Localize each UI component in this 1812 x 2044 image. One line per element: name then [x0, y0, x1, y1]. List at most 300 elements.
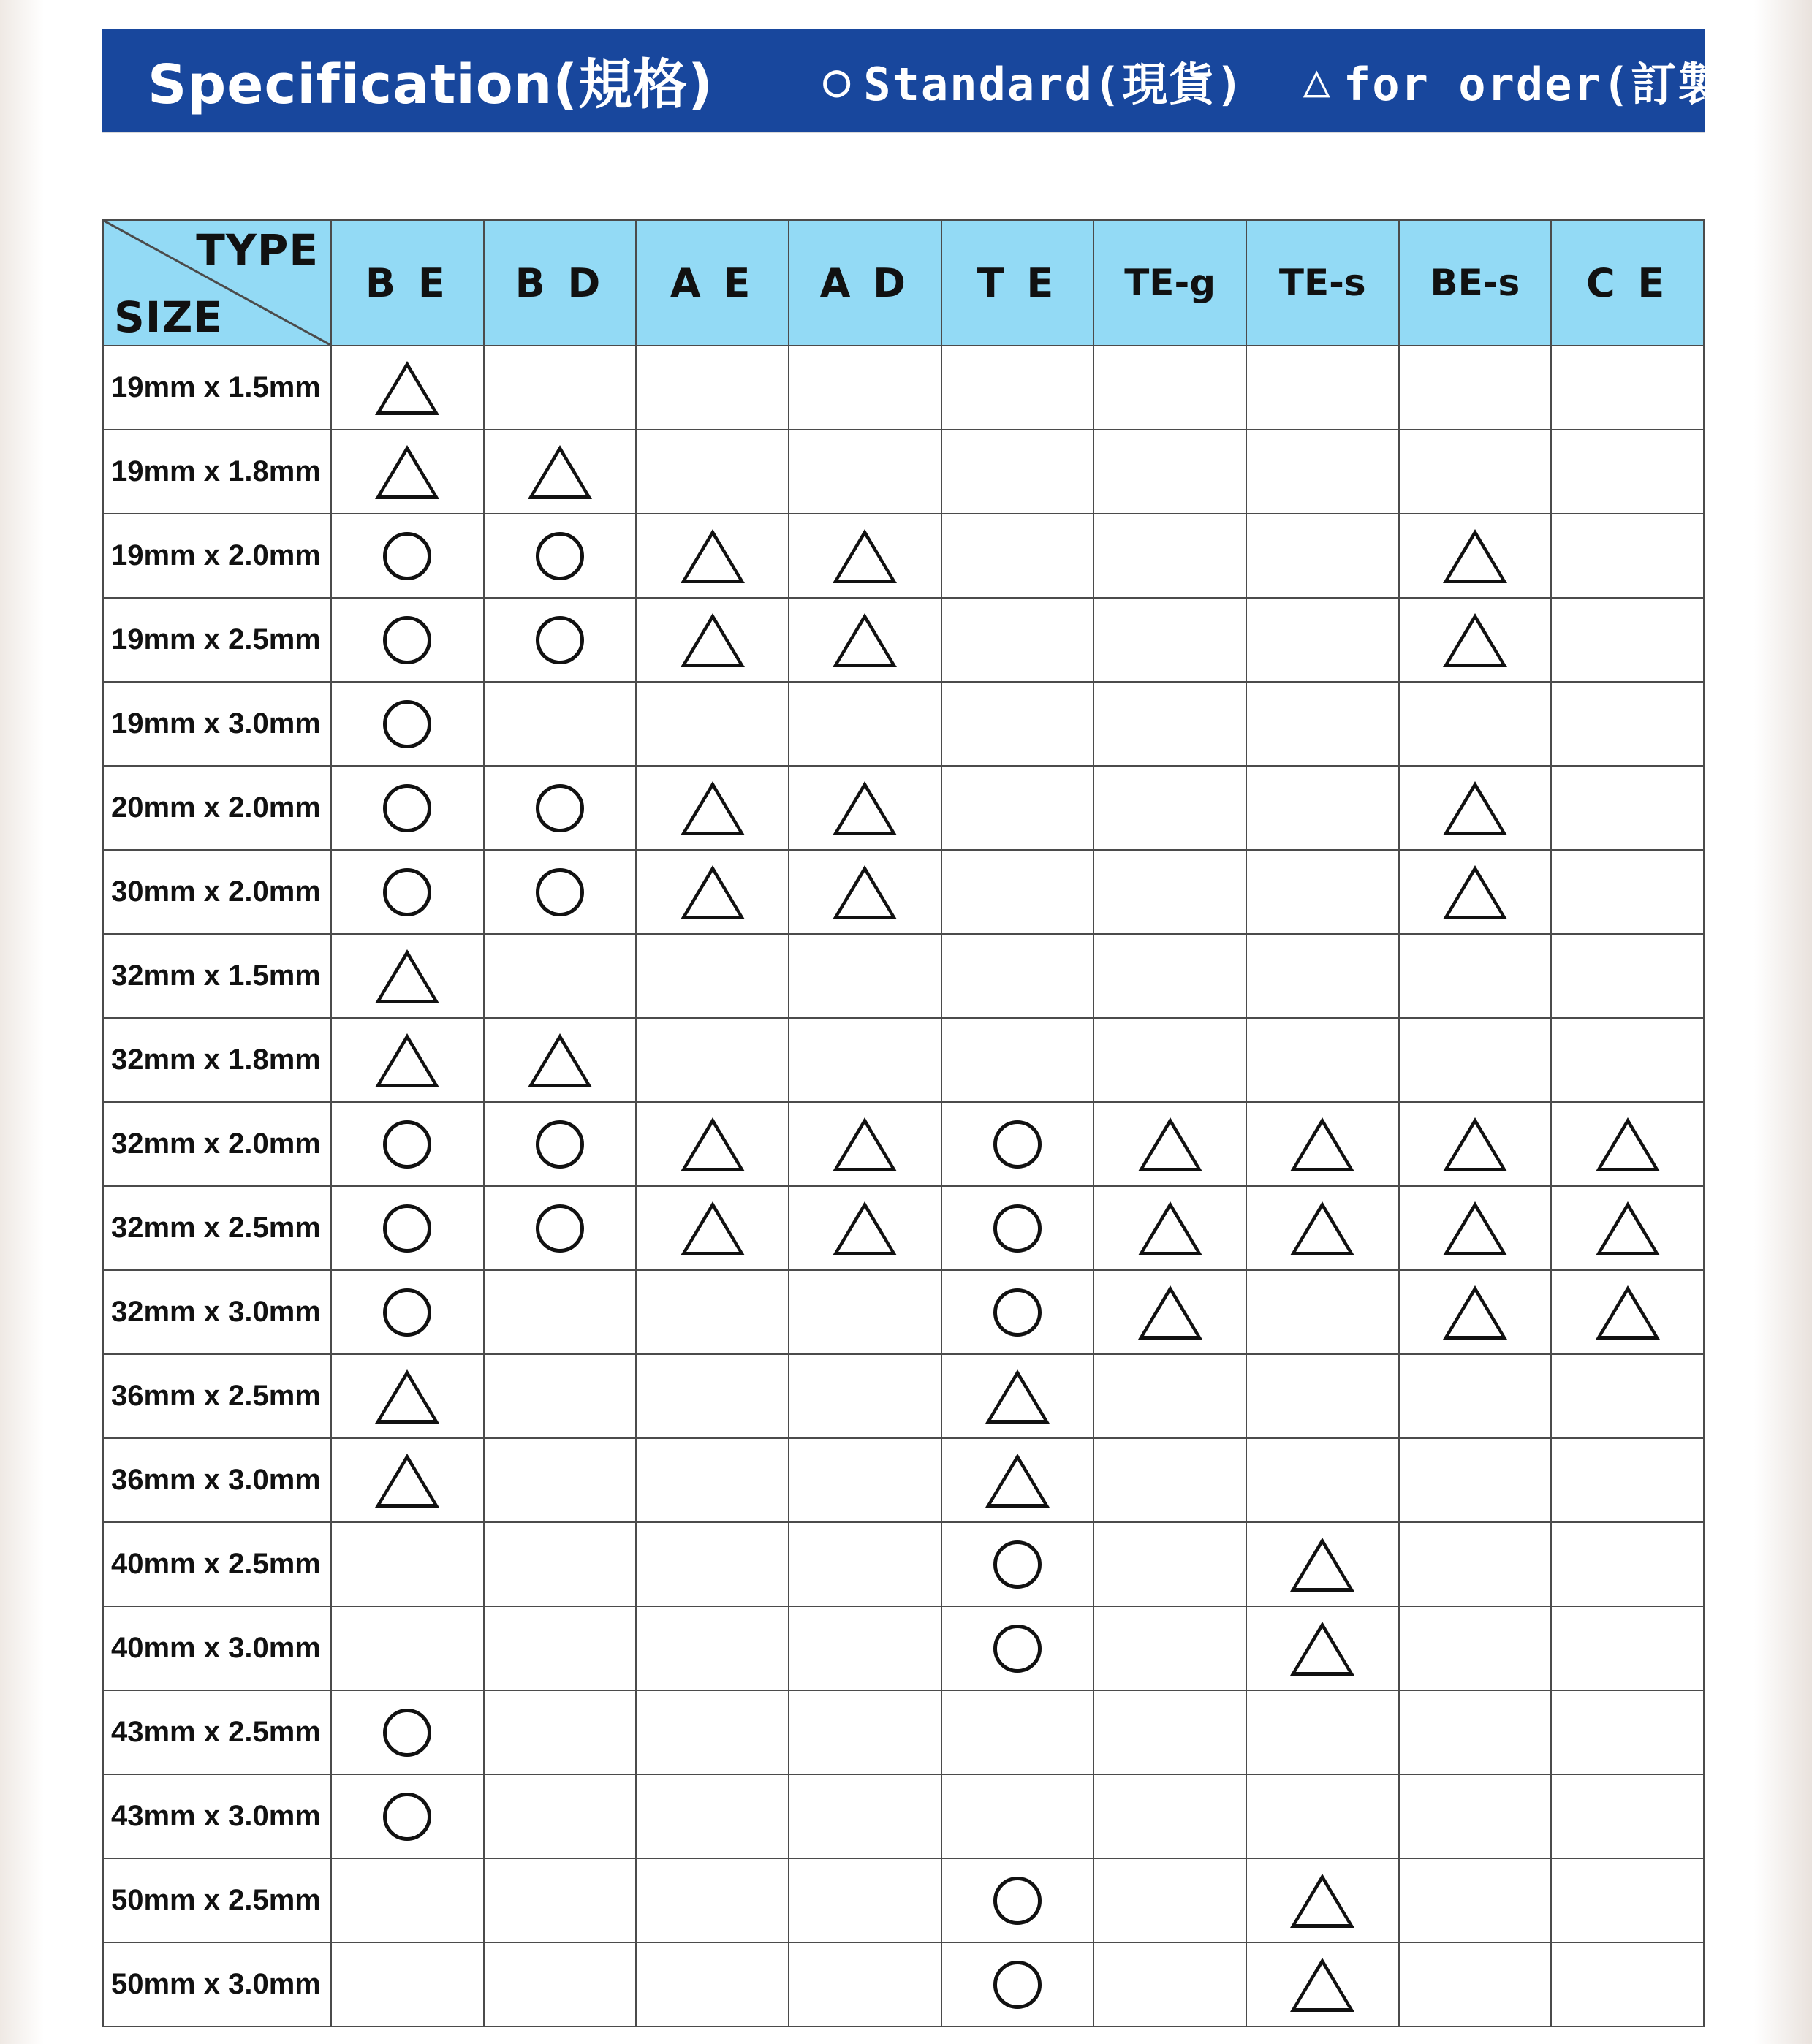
- table-row: [103, 1858, 1704, 1942]
- legend-item-standard: [823, 48, 1245, 113]
- spec-cell: [1399, 934, 1552, 1018]
- spec-cell: [636, 682, 789, 766]
- spec-cell: [331, 1438, 484, 1522]
- spec-cell-content: [789, 599, 941, 681]
- spec-cell: [1551, 598, 1704, 682]
- triangle-icon: [1138, 1201, 1202, 1255]
- spec-cell-content: [1094, 1103, 1246, 1185]
- spec-cell-content: [485, 1439, 636, 1521]
- circle-icon: [536, 1120, 584, 1169]
- spec-cell-content: [1247, 1019, 1398, 1101]
- spec-cell: [1551, 430, 1704, 514]
- spec-cell: [789, 1942, 941, 2026]
- spec-cell-content: [485, 1103, 636, 1185]
- spec-cell: [1399, 1102, 1552, 1186]
- spec-cell-content: [789, 1607, 941, 1690]
- spec-cell: [484, 346, 637, 430]
- spec-cell-content: [332, 767, 483, 849]
- spec-cell: [1399, 1186, 1552, 1270]
- spec-cell: [1246, 1606, 1399, 1690]
- spec-cell: [789, 1102, 941, 1186]
- spec-cell: [1399, 1354, 1552, 1438]
- spec-cell: [331, 1690, 484, 1774]
- spec-cell-content: [332, 1523, 483, 1606]
- spec-cell-content: [1552, 1943, 1703, 2026]
- spec-cell-content: [942, 346, 1093, 429]
- triangle-icon: [1290, 1117, 1354, 1171]
- spec-cell-content: [1552, 1019, 1703, 1101]
- circle-icon: [383, 1709, 431, 1757]
- spec-cell: [789, 1858, 941, 1942]
- spec-cell: [1093, 346, 1246, 430]
- size-label-cell: 19mm x 1.8mm: [103, 430, 331, 514]
- spec-cell-content: [1247, 1607, 1398, 1690]
- spec-cell: [484, 1438, 637, 1522]
- spec-cell: [636, 1522, 789, 1606]
- spec-cell: [789, 766, 941, 850]
- spec-cell-content: [1247, 1523, 1398, 1606]
- spec-cell: [636, 1354, 789, 1438]
- triangle-icon: [833, 613, 897, 667]
- table-row: [103, 1354, 1704, 1438]
- corner-size-label: SIZE: [114, 292, 224, 342]
- spec-cell-content: [1094, 1775, 1246, 1858]
- spec-cell-content: [789, 430, 941, 513]
- spec-cell-content: [1247, 1691, 1398, 1774]
- spec-cell-content: [332, 935, 483, 1017]
- table-row: [103, 1186, 1704, 1270]
- spec-cell-content: [1552, 599, 1703, 681]
- spec-cell: [636, 1606, 789, 1690]
- spec-cell-content: [1247, 683, 1398, 765]
- triangle-icon: [375, 1454, 439, 1508]
- spec-cell: [636, 1858, 789, 1942]
- spec-cell: [941, 1438, 1094, 1522]
- spec-cell-content: [637, 683, 788, 765]
- triangle-icon: [985, 1454, 1050, 1508]
- spec-cell-content: [332, 1187, 483, 1269]
- spec-cell-content: [942, 1271, 1093, 1353]
- spec-cell: [636, 850, 789, 934]
- spec-cell: [1551, 682, 1704, 766]
- spec-cell-content: [942, 1607, 1093, 1690]
- circle-icon: [993, 1288, 1042, 1337]
- spec-cell-content: [1400, 346, 1551, 429]
- spec-cell-content: [637, 1355, 788, 1437]
- spec-cell-content: [332, 851, 483, 933]
- spec-cell: [1093, 1942, 1246, 2026]
- spec-cell: [1093, 1438, 1246, 1522]
- spec-cell-content: [1400, 935, 1551, 1017]
- spec-cell: [1093, 1522, 1246, 1606]
- spec-cell: [1399, 1942, 1552, 2026]
- spec-cell-content: [789, 935, 941, 1017]
- spec-cell: [789, 1354, 941, 1438]
- spec-cell: [789, 1018, 941, 1102]
- spec-cell-content: [789, 1691, 941, 1774]
- table-row: [103, 934, 1704, 1018]
- table-row: [103, 850, 1704, 934]
- spec-cell: [331, 514, 484, 598]
- triangle-icon: [681, 613, 745, 667]
- spec-cell-content: [332, 1775, 483, 1858]
- spec-cell-content: [1247, 514, 1398, 597]
- triangle-icon: [1290, 1874, 1354, 1928]
- spec-cell: [484, 1522, 637, 1606]
- spec-cell: [1093, 1186, 1246, 1270]
- triangle-icon: [1443, 613, 1507, 667]
- circle-icon: ○: [822, 53, 852, 107]
- spec-cell-content: [1094, 1271, 1246, 1353]
- spec-cell: [1399, 1858, 1552, 1942]
- spec-cell: [636, 1774, 789, 1858]
- specification-banner: [102, 29, 1754, 132]
- table-row: [103, 1438, 1704, 1522]
- spec-cell-content: [637, 1187, 788, 1269]
- spec-cell: [484, 1102, 637, 1186]
- spec-cell-content: [332, 599, 483, 681]
- spec-cell-content: [1247, 1439, 1398, 1521]
- triangle-icon: [1290, 1622, 1354, 1676]
- spec-cell: [941, 1858, 1094, 1942]
- spec-cell-content: [1400, 1943, 1551, 2026]
- spec-cell: [331, 1018, 484, 1102]
- triangle-icon: [681, 1201, 745, 1255]
- spec-cell-content: [637, 514, 788, 597]
- spec-cell: [1246, 766, 1399, 850]
- column-header-ce: C E: [1551, 220, 1704, 346]
- spec-cell: [636, 1942, 789, 2026]
- spec-cell-content: [637, 599, 788, 681]
- spec-cell-content: [1552, 1271, 1703, 1353]
- spec-cell-content: [1400, 430, 1551, 513]
- spec-cell-content: [332, 1943, 483, 2026]
- triangle-icon: [375, 361, 439, 415]
- spec-cell: [941, 598, 1094, 682]
- spec-cell-content: [1552, 767, 1703, 849]
- spec-cell-content: [637, 1859, 788, 1942]
- spec-cell-content: [485, 1691, 636, 1774]
- spec-cell: [331, 1270, 484, 1354]
- table-row: [103, 682, 1704, 766]
- spec-cell: [789, 430, 941, 514]
- triangle-icon: [1596, 1117, 1660, 1171]
- spec-cell-content: [485, 1019, 636, 1101]
- spec-cell-content: [1094, 599, 1246, 681]
- spec-cell-content: [332, 514, 483, 597]
- size-label-cell: 32mm x 2.0mm: [103, 1102, 331, 1186]
- spec-cell-content: [1094, 1607, 1246, 1690]
- spec-cell: [331, 766, 484, 850]
- spec-cell-content: [637, 851, 788, 933]
- spec-cell: [484, 1690, 637, 1774]
- spec-cell-content: [789, 1439, 941, 1521]
- spec-cell: [331, 1102, 484, 1186]
- spec-cell: [941, 1606, 1094, 1690]
- spec-cell-content: [1552, 1607, 1703, 1690]
- spec-cell-content: [332, 1271, 483, 1353]
- spec-cell-content: [1247, 1271, 1398, 1353]
- spec-cell-content: [942, 935, 1093, 1017]
- circle-icon: [536, 1204, 584, 1253]
- spec-cell-content: [637, 1943, 788, 2026]
- banner-title: Specification(規格): [148, 53, 713, 116]
- spec-cell-content: [1552, 683, 1703, 765]
- spec-cell: [1093, 514, 1246, 598]
- spec-cell-content: [637, 1439, 788, 1521]
- spec-cell: [789, 1438, 941, 1522]
- spec-cell-content: [1247, 1103, 1398, 1185]
- spec-cell: [1551, 1690, 1704, 1774]
- spec-cell: [941, 1774, 1094, 1858]
- spec-cell: [941, 514, 1094, 598]
- spec-cell: [484, 1858, 637, 1942]
- spec-cell-content: [1247, 430, 1398, 513]
- spec-cell: [1093, 850, 1246, 934]
- spec-cell: [941, 682, 1094, 766]
- triangle-icon: [833, 865, 897, 919]
- legend-label-standard: Standard(現貨): [863, 57, 1245, 111]
- spec-cell-content: [1400, 1019, 1551, 1101]
- spec-cell: [1551, 1354, 1704, 1438]
- spec-cell: [636, 1270, 789, 1354]
- spec-cell-content: [789, 767, 941, 849]
- spec-cell: [484, 1018, 637, 1102]
- spec-cell: [789, 1606, 941, 1690]
- spec-cell: [789, 346, 941, 430]
- spec-cell: [1551, 1186, 1704, 1270]
- spec-cell: [1246, 1438, 1399, 1522]
- spec-cell-content: [789, 514, 941, 597]
- spec-cell: [636, 1018, 789, 1102]
- spec-cell: [1093, 1018, 1246, 1102]
- spec-cell: [941, 1018, 1094, 1102]
- spec-cell-content: [485, 683, 636, 765]
- spec-cell: [1551, 766, 1704, 850]
- spec-cell: [1246, 430, 1399, 514]
- spec-cell-content: [1247, 346, 1398, 429]
- spec-cell-content: [1247, 1355, 1398, 1437]
- triangle-icon: [1443, 1117, 1507, 1171]
- spec-cell-content: [1400, 683, 1551, 765]
- spec-cell: [331, 1942, 484, 2026]
- triangle-icon: [1290, 1538, 1354, 1592]
- spec-cell-content: [1094, 430, 1246, 513]
- spec-cell: [636, 1690, 789, 1774]
- spec-cell: [1093, 430, 1246, 514]
- triangle-icon: [375, 1033, 439, 1087]
- table-row: [103, 1270, 1704, 1354]
- spec-cell: [636, 934, 789, 1018]
- triangle-icon: [1443, 781, 1507, 835]
- circle-icon: [536, 616, 584, 664]
- spec-cell-content: [942, 683, 1093, 765]
- spec-cell: [1399, 1018, 1552, 1102]
- spec-cell-content: [637, 346, 788, 429]
- spec-cell: [941, 1186, 1094, 1270]
- spec-cell: [1551, 1606, 1704, 1690]
- spec-cell-content: [1552, 851, 1703, 933]
- spec-cell-content: [1094, 1691, 1246, 1774]
- spec-cell: [1246, 1690, 1399, 1774]
- spec-cell-content: [1094, 1943, 1246, 2026]
- spec-cell: [789, 1522, 941, 1606]
- spec-cell-content: [1552, 1439, 1703, 1521]
- spec-cell: [789, 598, 941, 682]
- spec-cell-content: [1552, 1355, 1703, 1437]
- spec-cell: [789, 1186, 941, 1270]
- triangle-icon: [833, 1201, 897, 1255]
- spec-cell: [1246, 682, 1399, 766]
- size-label-cell: 19mm x 1.5mm: [103, 346, 331, 430]
- spec-cell: [941, 1270, 1094, 1354]
- spec-cell-content: [332, 1607, 483, 1690]
- triangle-icon: [1138, 1285, 1202, 1340]
- spec-cell: [1399, 682, 1552, 766]
- size-label-cell: 43mm x 2.5mm: [103, 1690, 331, 1774]
- spec-cell: [941, 430, 1094, 514]
- spec-cell: [331, 1354, 484, 1438]
- spec-cell-content: [1552, 1859, 1703, 1942]
- size-label-cell: 30mm x 2.0mm: [103, 850, 331, 934]
- spec-cell: [1246, 598, 1399, 682]
- spec-cell: [636, 1102, 789, 1186]
- table-row: [103, 1522, 1704, 1606]
- circle-icon: [383, 868, 431, 916]
- spec-cell: [941, 346, 1094, 430]
- size-label-cell: 40mm x 2.5mm: [103, 1522, 331, 1606]
- spec-cell: [941, 766, 1094, 850]
- spec-cell-content: [1247, 1943, 1398, 2026]
- spec-cell-content: [1400, 767, 1551, 849]
- spec-cell-content: [942, 1355, 1093, 1437]
- size-label-cell: 19mm x 2.0mm: [103, 514, 331, 598]
- spec-cell: [331, 430, 484, 514]
- triangle-icon: [1290, 1201, 1354, 1255]
- spec-cell-content: [1552, 1775, 1703, 1858]
- spec-cell: [1399, 1438, 1552, 1522]
- spec-cell-content: [942, 851, 1093, 933]
- spec-cell-content: [637, 1523, 788, 1606]
- spec-cell-content: [1400, 1439, 1551, 1521]
- spec-cell: [1551, 346, 1704, 430]
- size-label-cell: 50mm x 3.0mm: [103, 1942, 331, 2026]
- spec-cell-content: [1552, 935, 1703, 1017]
- spec-cell: [1246, 514, 1399, 598]
- spec-cell: [941, 934, 1094, 1018]
- spec-cell: [1246, 1186, 1399, 1270]
- spec-cell: [636, 598, 789, 682]
- spec-cell-content: [942, 1187, 1093, 1269]
- spec-cell: [1399, 346, 1552, 430]
- spec-cell: [789, 1690, 941, 1774]
- spec-cell-content: [942, 1691, 1093, 1774]
- spec-cell-content: [1094, 1019, 1246, 1101]
- spec-cell-content: [332, 1691, 483, 1774]
- spec-cell: [1399, 1270, 1552, 1354]
- spec-cell-content: [637, 1691, 788, 1774]
- table-header-row: [103, 220, 1704, 346]
- spec-cell: [1093, 682, 1246, 766]
- size-label-cell: 50mm x 2.5mm: [103, 1858, 331, 1942]
- spec-cell: [1093, 1102, 1246, 1186]
- circle-icon: [536, 868, 584, 916]
- spec-cell: [1246, 346, 1399, 430]
- spec-cell: [1399, 1690, 1552, 1774]
- spec-cell: [331, 346, 484, 430]
- circle-icon: [993, 1540, 1042, 1589]
- spec-cell-content: [485, 1271, 636, 1353]
- spec-cell-content: [789, 1523, 941, 1606]
- spec-cell: [1093, 1774, 1246, 1858]
- spec-cell-content: [1094, 683, 1246, 765]
- spec-cell: [789, 1270, 941, 1354]
- spec-cell: [1399, 430, 1552, 514]
- spec-cell: [636, 766, 789, 850]
- spec-cell: [484, 1774, 637, 1858]
- table-row: [103, 598, 1704, 682]
- spec-cell: [1246, 850, 1399, 934]
- spec-cell: [636, 514, 789, 598]
- spec-cell-content: [1247, 935, 1398, 1017]
- spec-cell-content: [1094, 935, 1246, 1017]
- column-header-te-s: TE-s: [1246, 220, 1399, 346]
- table-row: [103, 1690, 1704, 1774]
- triangle-icon: [985, 1369, 1050, 1424]
- circle-icon: [536, 532, 584, 580]
- spec-cell-content: [942, 1859, 1093, 1942]
- size-label-cell: 19mm x 3.0mm: [103, 682, 331, 766]
- circle-icon: [383, 1793, 431, 1841]
- triangle-icon: [1443, 529, 1507, 583]
- spec-cell-content: [485, 1607, 636, 1690]
- spec-cell-content: [332, 1103, 483, 1185]
- spec-cell-content: [1400, 1523, 1551, 1606]
- spec-cell-content: [1094, 767, 1246, 849]
- spec-cell: [1551, 514, 1704, 598]
- spec-cell: [1246, 934, 1399, 1018]
- circle-icon: [993, 1961, 1042, 2009]
- triangle-icon: [1443, 1201, 1507, 1255]
- spec-cell: [331, 682, 484, 766]
- spec-cell: [1093, 598, 1246, 682]
- corner-type-label: TYPE: [196, 225, 319, 275]
- circle-icon: [993, 1877, 1042, 1925]
- triangle-icon: [1596, 1285, 1660, 1340]
- spec-cell: [1093, 1606, 1246, 1690]
- spec-cell-content: [485, 599, 636, 681]
- spec-cell: [1093, 934, 1246, 1018]
- spec-cell-content: [942, 1103, 1093, 1185]
- triangle-icon: [1443, 865, 1507, 919]
- spec-cell-content: [1400, 599, 1551, 681]
- spec-cell-content: [942, 1775, 1093, 1858]
- spec-cell: [941, 1354, 1094, 1438]
- spec-cell: [484, 1942, 637, 2026]
- spec-cell: [331, 1186, 484, 1270]
- size-label-cell: 36mm x 3.0mm: [103, 1438, 331, 1522]
- spec-cell-content: [332, 430, 483, 513]
- spec-cell: [1551, 1942, 1704, 2026]
- spec-cell-content: [485, 514, 636, 597]
- spec-cell: [484, 1354, 637, 1438]
- spec-cell-content: [485, 1859, 636, 1942]
- table-row: [103, 514, 1704, 598]
- column-header-te: T E: [941, 220, 1094, 346]
- spec-cell-content: [1094, 851, 1246, 933]
- spec-cell-content: [1552, 1103, 1703, 1185]
- spec-cell: [331, 1606, 484, 1690]
